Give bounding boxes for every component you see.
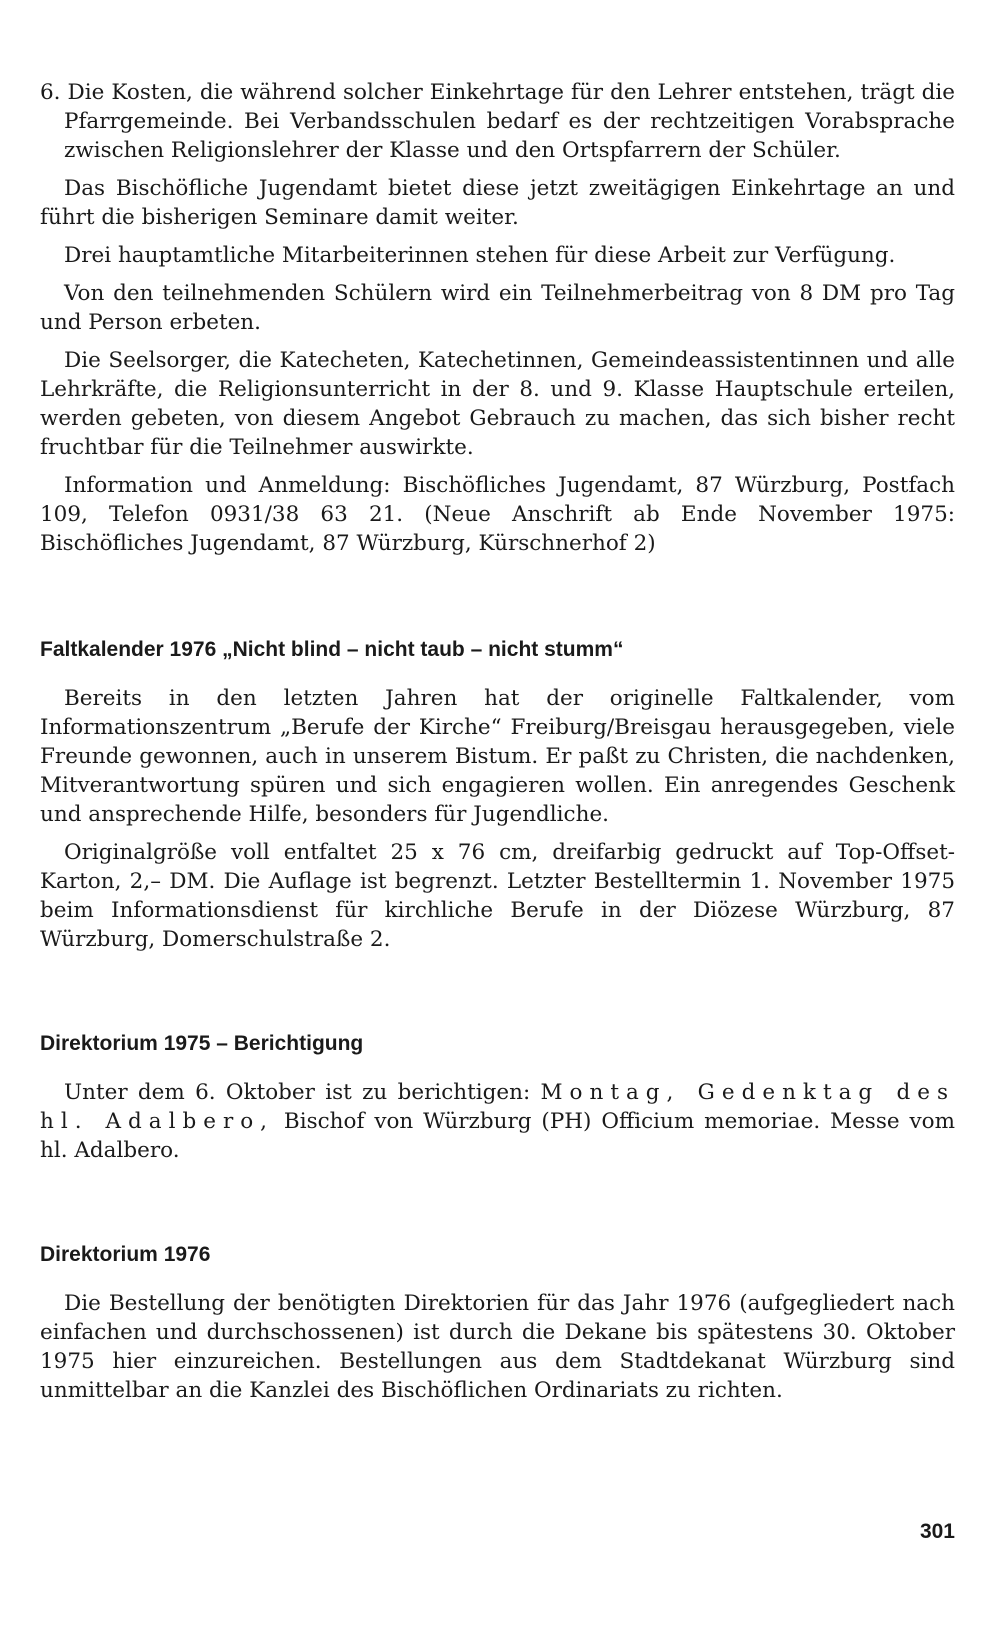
intro-section [40,78,955,558]
invitation-paragraph: Die Seelsorger, die Katecheten, Katechetinnen, Gemeindeassistentinnen und alle Lehrkräfte, die Religionsunterricht in der 8. und 9. Klasse Hauptschule erteilen, werden gebeten, von diesem Angebot Gebrauch zu machen, das sich bisher recht fruchtbar für die Teilnehmer auswirkte. [40,348,955,460]
berichtigung-rest-text: Bischof von Würzburg (PH) Officium memoriae. Messe vom hl. Adalbero. [40,1109,955,1163]
faltkalender-section [40,636,955,954]
berichtigung-intro-text: Unter dem 6. Oktober ist zu berichtigen: [64,1080,541,1105]
berichtigung-heading: Direktorium 1975 – Berichtigung [40,1032,364,1055]
direktorium-1976-section [40,1241,955,1405]
direktorium-1976-paragraph: Die Bestellung der benötigten Direktorien für das Jahr 1976 (aufgegliedert nach einfachen und durchschossenen) ist durch die Dekane bis spätestens 30. Oktober 1975 hier einzureichen. Bestellungen aus dem Stadtdekanat Würzburg sind unmittelbar an die Kanzlei des Bischöflichen Ordinariats zu richten. [40,1291,955,1403]
berichtigung-paragraph [40,1078,955,1165]
contact-paragraph: Information und Anmeldung: Bischöfliches Jugendamt, 87 Würzburg, Postfach 109, Telefon 0931/38 63 21. (Neue Anschrift ab Ende November 1975: Bischöfliches Jugendamt, 87 Würzburg, Kürschnerhof 2) [40,473,955,556]
fee-paragraph: Von den teilnehmenden Schülern wird ein Teilnehmerbeitrag von 8 DM pro Tag und Person erbeten. [40,281,955,335]
berichtigung-spaced-text: Montag, Gedenktag des hl. Adalbero, [40,1080,955,1134]
jugendamt-offer-paragraph: Das Bischöfliche Jugendamt bietet diese jetzt zweitägigen Einkehrtage an und führt die bisherigen Seminare damit weiter. [40,176,955,230]
page-number: 301 [919,1520,955,1543]
direktorium-1976-heading: Direktorium 1976 [40,1243,211,1266]
faltkalender-description-paragraph: Bereits in den letzten Jahren hat der originelle Faltkalender, vom Informationszentrum „Berufe der Kirche“ Freiburg/Breisgau herausgegeben, viele Freunde gewonnen, auch in unserem Bistum. Er paßt zu Christen, die nachdenken, Mitverantwortung spüren und sich engagieren wollen. Ein anregendes Geschenk und ansprechende Hilfe, besonders für Jugendliche. [40,686,955,827]
berichtigung-section [40,1030,955,1165]
cost-item-paragraph: 6. Die Kosten, die während solcher Einkehrtage für den Lehrer entstehen, trägt die Pfarrgemeinde. Bei Verbandsschulen bedarf es der rechtzeitigen Vorabsprache zwischen Religionslehrer der Klasse und den Ortspfarrern der Schüler. [40,80,955,163]
staff-paragraph: Drei hauptamtliche Mitarbeiterinnen stehen für diese Arbeit zur Verfügung. [64,243,896,268]
document-page [40,78,955,1414]
faltkalender-heading: Faltkalender 1976 „Nicht blind – nicht taub – nicht stumm“ [40,638,624,661]
faltkalender-order-paragraph: Originalgröße voll entfaltet 25 x 76 cm, dreifarbig gedruckt auf Top-Offset-Karton, 2,– DM. Die Auflage ist begrenzt. Letzter Bestelltermin 1. November 1975 beim Informationsdienst für kirchliche Berufe in der Diözese Würzburg, 87 Würzburg, Domerschulstraße 2. [40,840,955,952]
